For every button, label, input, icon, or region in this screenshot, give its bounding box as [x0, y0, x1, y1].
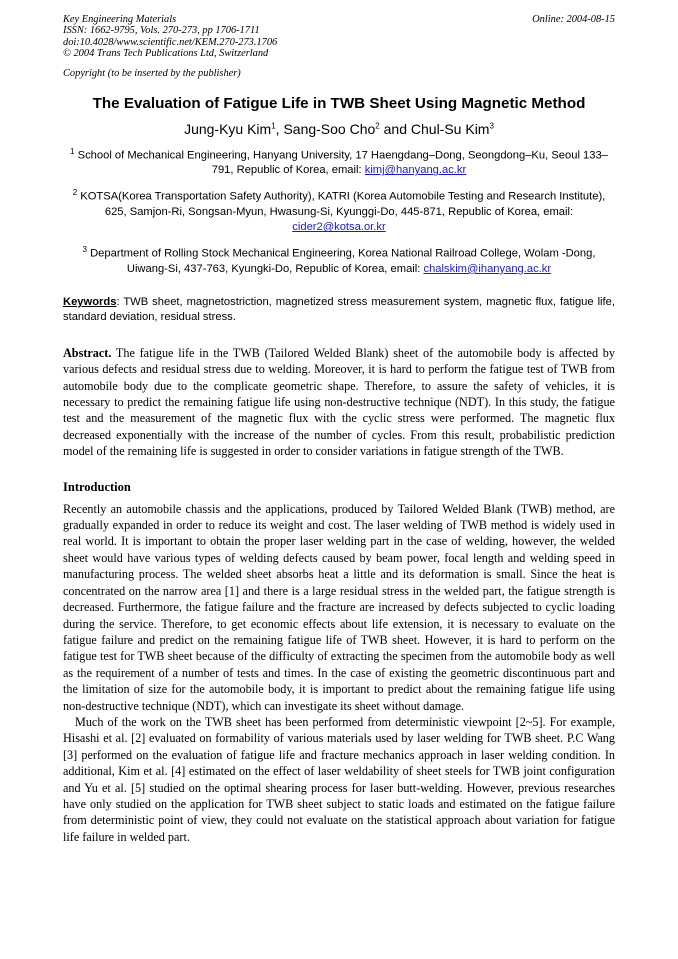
affiliation-3	[63, 242, 615, 277]
affiliation-number: 3	[82, 245, 87, 255]
author-superscript: 1	[271, 120, 276, 130]
abstract-label: Abstract.	[63, 345, 112, 360]
paper-title: The Evaluation of Fatigue Life in TWB Sheet Using Magnetic Method	[92, 94, 586, 112]
copyright-line: Copyright (to be inserted by the publisher)	[63, 67, 241, 79]
email-link[interactable]: cider2@kotsa.or.kr	[292, 221, 386, 234]
email-link[interactable]: chalskim@ihanyang.ac.kr	[423, 262, 552, 275]
author-list	[63, 121, 615, 137]
abstract-block	[63, 345, 615, 460]
paper-page	[63, 14, 615, 845]
affiliation-text: KOTSA(Korea Transportation Safety Authority), KATRI (Korea Automobile Testing and Research Institute), 625, Samjon-Ri, Songsan-Myun, Hwasung-Si, Kyunggi-Do, 445-871, Republic of Korea, email:	[80, 191, 606, 219]
affiliation-number: 1	[70, 146, 75, 156]
author-name: Sang-Soo Cho	[283, 120, 376, 137]
author-separator: and	[379, 120, 411, 137]
author-name: Jung-Kyu Kim	[184, 120, 272, 137]
author-superscript: 2	[375, 120, 380, 130]
issn-line: ISSN: 1662-9795, Vols. 270-273, pp 1706-1711	[63, 25, 260, 37]
affiliation-1	[63, 144, 615, 179]
section-heading: Introduction	[63, 479, 131, 494]
affiliation-number: 2	[72, 188, 78, 198]
journal-name: Key Engineering Materials	[63, 14, 177, 25]
author-separator: ,	[275, 120, 284, 137]
abstract-text: The fatigue life in the TWB (Tailored Welded Blank) sheet of the automobile body is affected by various defects and residual stress due to welding. Moreover, it is hard to perform the fatigue test of TWB from automobile body due to the complicate geometric shape. Therefore, to assure the safety of vehicles, it is necessary to predict the remaining fatigue life using non-destructive technique (NDT). In this study, the fatigue test and the measurement of the magnetic flux with the cyclic stress were performed. The magnetic flux decreased exponentially with the increase of the number of cycles. From this result, probabilistic prediction model of the remaining life is suggested in order to consider variations in fatigue strength of the TWB.	[63, 345, 615, 459]
doi-line: doi:10.4028/www.scientific.net/KEM.270-273.1706	[63, 36, 278, 48]
email-link[interactable]: kimj@hanyang.ac.kr	[364, 164, 467, 177]
online-date: Online: 2004-08-15	[532, 14, 615, 25]
publisher-line: © 2004 Trans Tech Publications Ltd, Switzerland	[63, 48, 269, 60]
affiliation-text: School of Mechanical Engineering, Hanyang University, 17 Haengdang–Dong, Seongdong–Ku, Seoul 133–791, Republic of Korea, email:	[77, 149, 608, 177]
journal-header	[63, 14, 615, 60]
keywords-text: : TWB sheet, magnetostriction, magnetized stress measurement system, magnetic flux, fatigue life, standard deviation, residual stress.	[63, 295, 615, 323]
keywords-block	[63, 295, 615, 325]
author-name: Chul-Su Kim	[410, 120, 490, 137]
affiliation-text: Department of Rolling Stock Mechanical Engineering, Korea National Railroad College, Wolam -Dong, Uiwang-Si, 437-763, Kyungki-Do, Republic of Korea, email:	[90, 247, 596, 275]
affiliation-2	[63, 185, 615, 235]
body-paragraph: Much of the work on the TWB sheet has been performed from deterministic viewpoint [2~5]. For example, Hisashi et al. [2] evaluated on formability of various materials used by laser welding for TWB sheet. P.C Wang [3] performed on the evaluation of fatigue life and fracture mechanics approach in laser welding condition. In additional, Kim et al. [4] estimated on the effect of laser weldability of sheet steels for TWB joint configuration and Yu et al. [5] studied on the optimal shearing process for laser butt-welding. However, previous researches have only studied on the application for TWB sheet subject to static loads and estimated on the fatigue failure from deterministic point of view, they could not evaluate on the statistical approach about variation for fatigue life failure in welded part.	[63, 714, 615, 844]
keywords-label: Keywords	[63, 295, 117, 308]
author-superscript: 3	[489, 120, 494, 130]
body-paragraph: Recently an automobile chassis and the applications, produced by Tailored Welded Blank (TWB) method, are gradually expanded in order to reduce its weight and cost. The laser welding of TWB method is widely used in real world. It is important to obtain the proper laser welding part in the case of welding, however, the welded sheet would have various types of welding defects caused by beam power, focal length and welding speed in manufacturing process. The welded sheet absorbs heat a little and its deformation is small. Since the heat is concentrated on the narrow area [1] and there is a large residual stress in the welded part, the fatigue strength is decreased. Furthermore, the fatigue failure and the fracture are increased by defects subjected to cyclic loading during the service. Therefore, to get economic effects about life extension, it is necessary to evaluate on the fatigue failure and predict on the remaining fatigue life of TWB sheet. However, it is hard to perform on the fatigue test for TWB sheet because of the difficulty of extracting the specimen from the automobile body as well as the requirement of a number of tests and times. In the case of existing the geometric discontinuous part and the limitation of size for the automobile body, it is important to predict about the remaining fatigue life using non-destructive technique (NDT), which can investigate its sheet without damage.	[63, 501, 615, 713]
